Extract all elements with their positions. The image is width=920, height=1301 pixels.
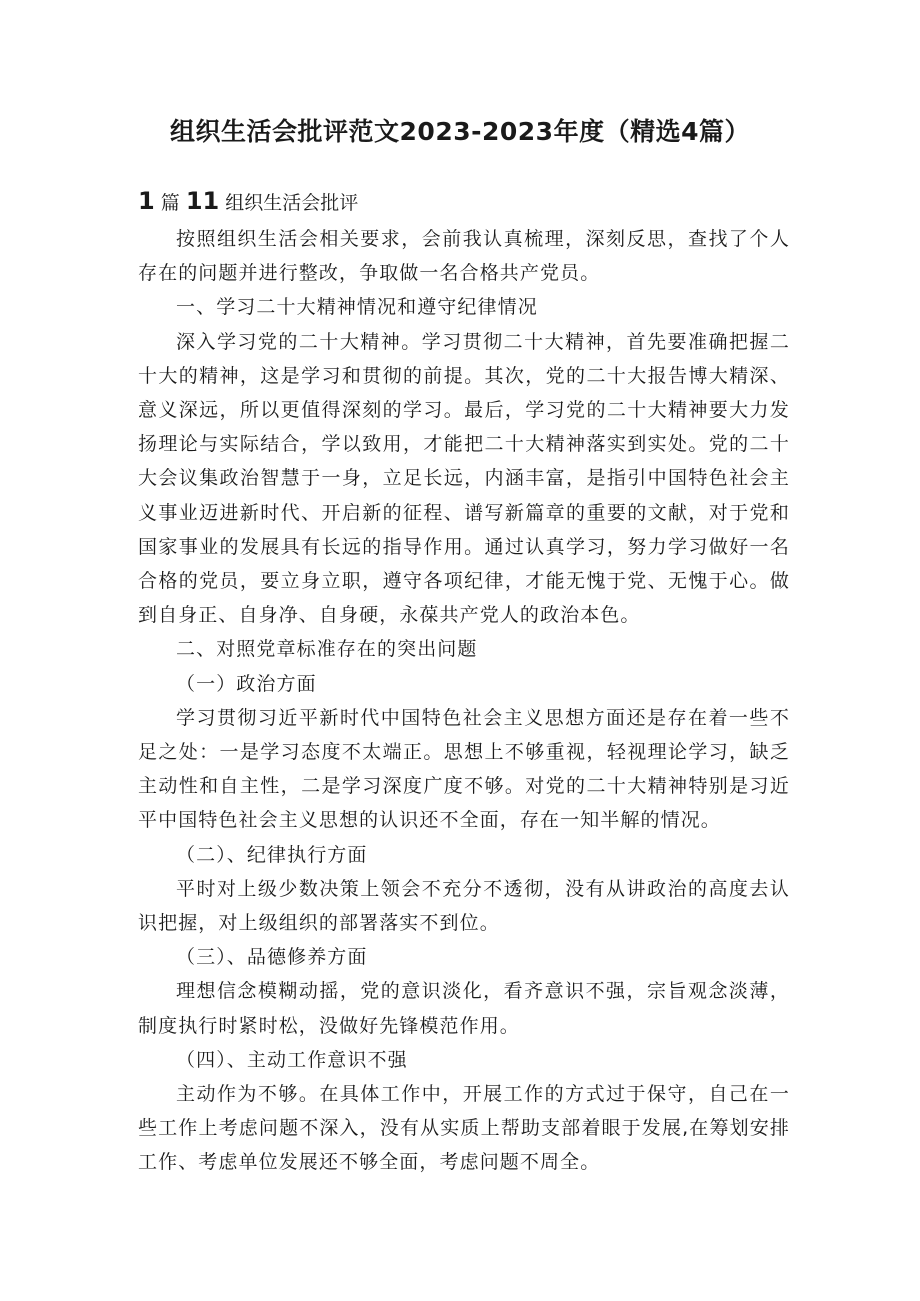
heading-word: 篇 [160,192,180,214]
document-body [138,222,790,1180]
paragraph: 主动作为不够。在具体工作中，开展工作的方式过于保守，自己在一些工作上考虑问题不深入，没有从实质上帮助支部着眼于发展,在筹划安排工作、考虑单位发展还不够全面，考虑问题不周全。 [138,1083,790,1174]
section-subheading: （四）、主动工作意识不强 [176,1048,408,1071]
section-heading [138,186,358,218]
paragraph: 学习贯彻习近平新时代中国特色社会主义思想方面还是存在着一些不足之处：一是学习态度不太端正。思想上不够重视，轻视理论学习，缺乏主动性和自主性，二是学习深度广度不够。对党的二十大精神特别是习近平中国特色社会主义思想的认识还不全面，存在一知半解的情况。 [138,706,790,832]
section-subheading: （一）政治方面 [176,672,317,695]
document-title: 组织生活会批评范文2023-2023年度（精选4篇） [170,117,750,146]
heading-sub-number: 11 [185,187,220,215]
paragraph: 深入学习党的二十大精神。学习贯彻二十大精神，首先要准确把握二十大的精神，这是学习和贯彻的前提。其次，党的二十大报告博大精深、意义深远，所以更值得深刻的学习。最后，学习党的二十大精神要大力发扬理论与实际结合，学以致用，才能把二十大精神落实到实处。党的二十大会议集政治智慧于一身，立足长远，内涵丰富，是指引中国特色社会主义事业迈进新时代、开启新的征程、谱写新篇章的重要的文献，对于党和国家事业的发展具有长远的指导作用。通过认真学习，努力学习做好一名合格的党员，要立身立职，遵守各项纪律，才能无愧于党、无愧于心。做到自身正、自身净、自身硬，永葆共产党人的政治本色。 [138,330,790,627]
paragraph: 按照组织生活会相关要求，会前我认真梳理，深刻反思，查找了个人存在的问题并进行整改，争取做一名合格共产党员。 [138,228,790,285]
heading-number: 1 [138,187,155,215]
section-subheading: （二）、纪律执行方面 [176,843,368,866]
section-subheading: 一、学习二十大精神情况和遵守纪律情况 [176,296,538,319]
section-subheading: 二、对照党章标准存在的突出问题 [176,638,478,661]
section-subheading: （三）、品德修养方面 [176,946,368,969]
paragraph: 平时对上级少数决策上领会不充分不透彻，没有从讲政治的高度去认识把握，对上级组织的部署落实不到位。 [138,877,790,935]
paragraph: 理想信念模糊动摇，党的意识淡化，看齐意识不强，宗旨观念淡薄，制度执行时紧时松，没做好先锋模范作用。 [138,980,790,1037]
heading-text: 组织生活会批评 [225,192,359,214]
